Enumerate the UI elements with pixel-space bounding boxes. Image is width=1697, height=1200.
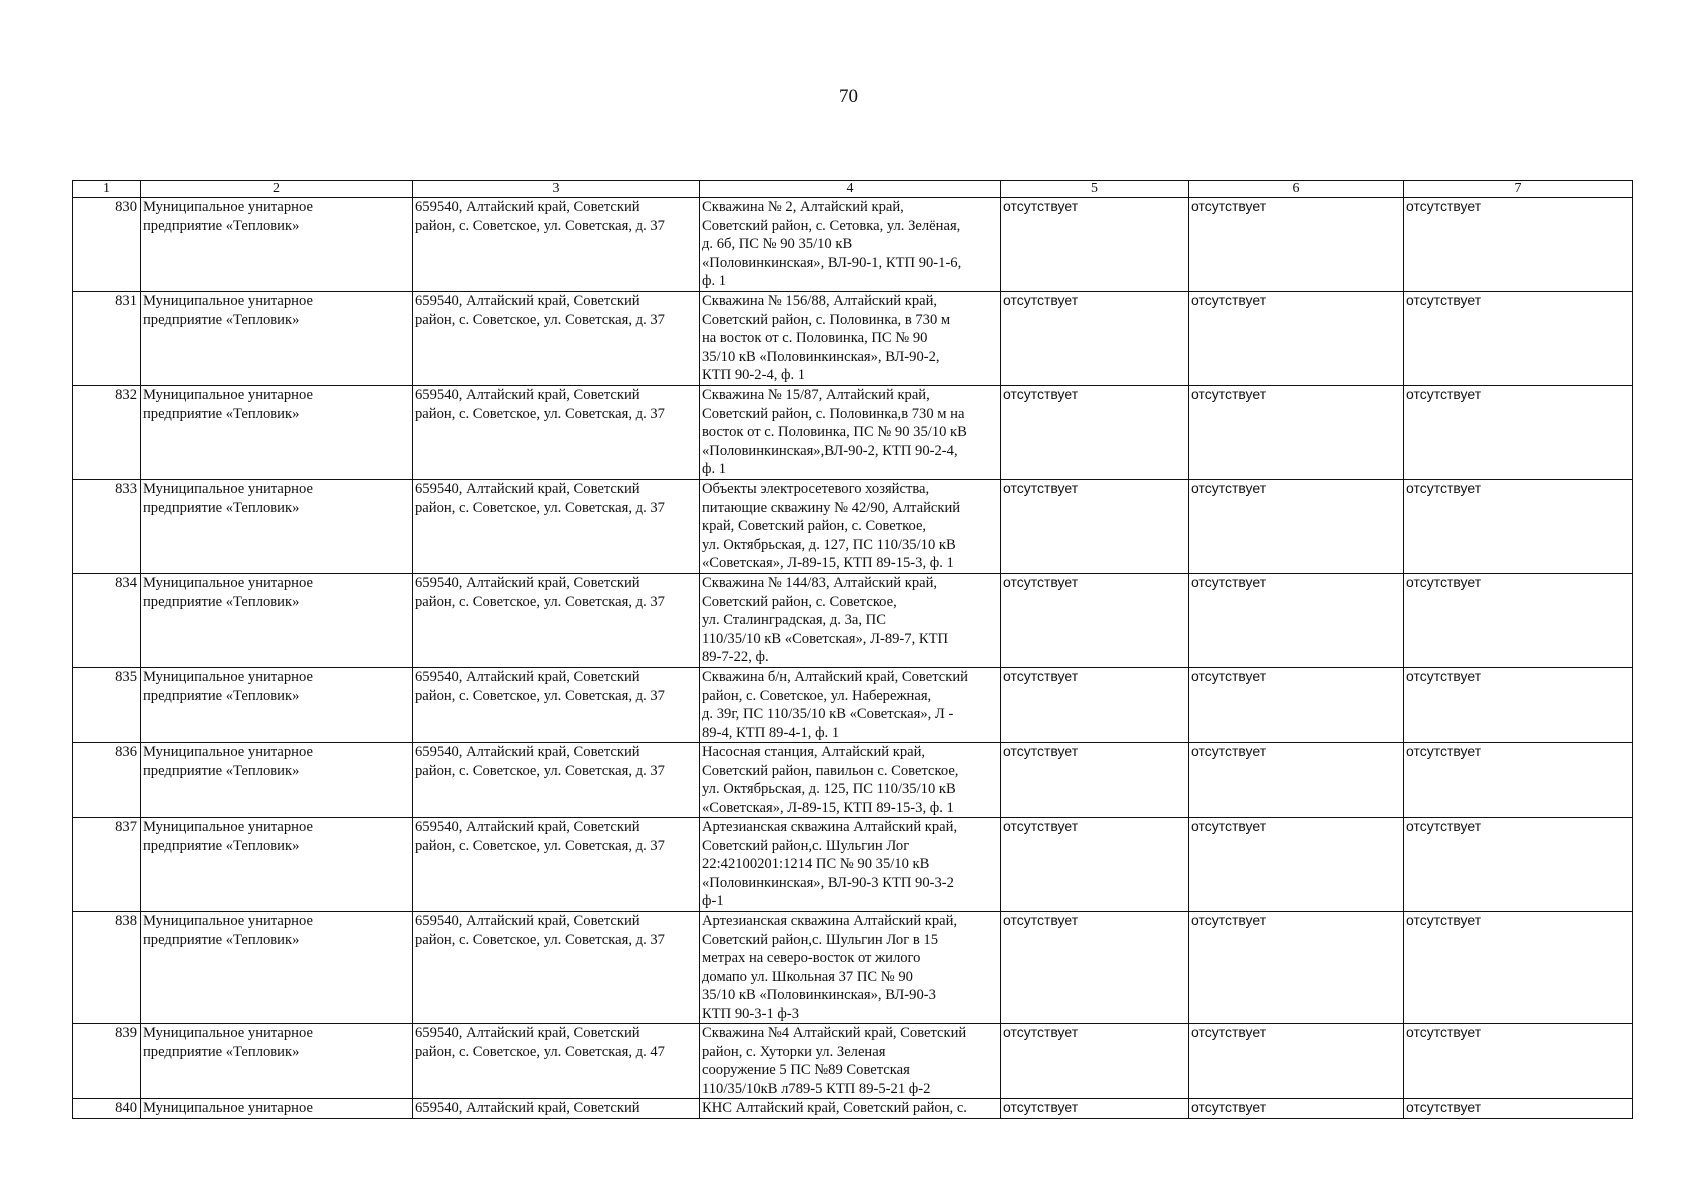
column-7-cell: отсутствует <box>1404 198 1633 292</box>
column-header: 5 <box>1001 181 1189 198</box>
column-header: 1 <box>73 181 141 198</box>
column-6-cell: отсутствует <box>1189 386 1404 480</box>
column-5-cell: отсутствует <box>1001 480 1189 574</box>
column-5-cell: отсутствует <box>1001 1024 1189 1099</box>
object-cell: Скважина № 156/88, Алтайский край, Советский район, с. Половинка, в 730 м на восток от с. Половинка, ПС № 90 35/10 кВ «Половинкинская», ВЛ-90-2, КТП 90-2-4, ф. 1 <box>700 292 1001 386</box>
column-5-cell: отсутствует <box>1001 1099 1189 1119</box>
column-5-cell: отсутствует <box>1001 574 1189 668</box>
owner-cell: Муниципальное унитарное предприятие «Тепловик» <box>141 1024 413 1099</box>
owner-cell: Муниципальное унитарное предприятие «Тепловик» <box>141 912 413 1024</box>
object-cell: Скважина №4 Алтайский край, Советский район, с. Хуторки ул. Зеленая сооружение 5 ПС №89 Советская 110/35/10кВ л789-5 КТП 89-5-21 ф-2 <box>700 1024 1001 1099</box>
address-cell: 659540, Алтайский край, Советский район, с. Советское, ул. Советская, д. 37 <box>413 668 700 743</box>
column-5-cell: отсутствует <box>1001 668 1189 743</box>
owner-cell: Муниципальное унитарное предприятие «Тепловик» <box>141 574 413 668</box>
column-5-cell: отсутствует <box>1001 386 1189 480</box>
object-cell: Артезианская скважина Алтайский край, Советский район,с. Шульгин Лог в 15 метрах на северо-восток от жилого домапо ул. Школьная 37 ПС № 90 35/10 кВ «Половинкинская», ВЛ-90-3 КТП 90-3-1 ф-3 <box>700 912 1001 1024</box>
column-6-cell: отсутствует <box>1189 912 1404 1024</box>
table-row <box>73 912 1633 1024</box>
column-7-cell: отсутствует <box>1404 1099 1633 1119</box>
column-7-cell: отсутствует <box>1404 386 1633 480</box>
owner-cell: Муниципальное унитарное предприятие «Тепловик» <box>141 818 413 912</box>
column-header: 6 <box>1189 181 1404 198</box>
object-cell: КНС Алтайский край, Советский район, с. <box>700 1099 1001 1119</box>
registry-table <box>72 180 1633 1119</box>
column-7-cell: отсутствует <box>1404 480 1633 574</box>
object-cell: Артезианская скважина Алтайский край, Советский район,с. Шульгин Лог 22:42100201:1214 ПС № 90 35/10 кВ «Половинкинская», ВЛ-90-3 КТП 90-3-2 ф-1 <box>700 818 1001 912</box>
table-row <box>73 1099 1633 1119</box>
table-row <box>73 743 1633 818</box>
column-5-cell: отсутствует <box>1001 818 1189 912</box>
column-6-cell: отсутствует <box>1189 1099 1404 1119</box>
address-cell: 659540, Алтайский край, Советский район, с. Советское, ул. Советская, д. 37 <box>413 818 700 912</box>
column-6-cell: отсутствует <box>1189 198 1404 292</box>
table-row <box>73 574 1633 668</box>
row-number: 838 <box>73 912 141 1024</box>
column-5-cell: отсутствует <box>1001 912 1189 1024</box>
column-header: 2 <box>141 181 413 198</box>
object-cell: Скважина № 15/87, Алтайский край, Советский район, с. Половинка,в 730 м на восток от с. Половинка, ПС № 90 35/10 кВ «Половинкинская»,ВЛ-90-2, КТП 90-2-4, ф. 1 <box>700 386 1001 480</box>
column-7-cell: отсутствует <box>1404 743 1633 818</box>
address-cell: 659540, Алтайский край, Советский район, с. Советское, ул. Советская, д. 37 <box>413 198 700 292</box>
owner-cell: Муниципальное унитарное предприятие «Тепловик» <box>141 386 413 480</box>
column-7-cell: отсутствует <box>1404 574 1633 668</box>
table-row <box>73 292 1633 386</box>
table-row <box>73 198 1633 292</box>
table-header-row <box>73 181 1633 198</box>
column-7-cell: отсутствует <box>1404 668 1633 743</box>
column-6-cell: отсутствует <box>1189 1024 1404 1099</box>
column-6-cell: отсутствует <box>1189 480 1404 574</box>
page-number: 70 <box>839 86 858 107</box>
owner-cell: Муниципальное унитарное предприятие «Тепловик» <box>141 480 413 574</box>
row-number: 839 <box>73 1024 141 1099</box>
column-6-cell: отсутствует <box>1189 818 1404 912</box>
column-header: 4 <box>700 181 1001 198</box>
owner-cell: Муниципальное унитарное предприятие «Тепловик» <box>141 668 413 743</box>
row-number: 837 <box>73 818 141 912</box>
address-cell: 659540, Алтайский край, Советский район, с. Советское, ул. Советская, д. 37 <box>413 743 700 818</box>
address-cell: 659540, Алтайский край, Советский район, с. Советское, ул. Советская, д. 37 <box>413 480 700 574</box>
owner-cell: Муниципальное унитарное предприятие «Тепловик» <box>141 743 413 818</box>
column-5-cell: отсутствует <box>1001 292 1189 386</box>
address-cell: 659540, Алтайский край, Советский район, с. Советское, ул. Советская, д. 37 <box>413 292 700 386</box>
address-cell: 659540, Алтайский край, Советский <box>413 1099 700 1119</box>
row-number: 831 <box>73 292 141 386</box>
object-cell: Скважина № 2, Алтайский край, Советский район, с. Сетовка, ул. Зелёная, д. 6б, ПС № 90 35/10 кВ «Половинкинская», ВЛ-90-1, КТП 90-1-6, ф. 1 <box>700 198 1001 292</box>
table-row <box>73 668 1633 743</box>
column-6-cell: отсутствует <box>1189 574 1404 668</box>
table-row <box>73 480 1633 574</box>
column-7-cell: отсутствует <box>1404 818 1633 912</box>
row-number: 836 <box>73 743 141 818</box>
row-number: 830 <box>73 198 141 292</box>
column-7-cell: отсутствует <box>1404 292 1633 386</box>
row-number: 840 <box>73 1099 141 1119</box>
column-6-cell: отсутствует <box>1189 292 1404 386</box>
table-row <box>73 818 1633 912</box>
owner-cell: Муниципальное унитарное предприятие «Тепловик» <box>141 198 413 292</box>
row-number: 833 <box>73 480 141 574</box>
column-5-cell: отсутствует <box>1001 743 1189 818</box>
column-7-cell: отсутствует <box>1404 912 1633 1024</box>
address-cell: 659540, Алтайский край, Советский район, с. Советское, ул. Советская, д. 37 <box>413 912 700 1024</box>
table-row <box>73 1024 1633 1099</box>
row-number: 835 <box>73 668 141 743</box>
owner-cell: Муниципальное унитарное <box>141 1099 413 1119</box>
address-cell: 659540, Алтайский край, Советский район, с. Советское, ул. Советская, д. 37 <box>413 574 700 668</box>
column-7-cell: отсутствует <box>1404 1024 1633 1099</box>
table-row <box>73 386 1633 480</box>
row-number: 834 <box>73 574 141 668</box>
column-6-cell: отсутствует <box>1189 668 1404 743</box>
object-cell: Скважина б/н, Алтайский край, Советский район, с. Советское, ул. Набережная, д. 39г, ПС 110/35/10 кВ «Советская», Л - 89-4, КТП 89-4-1, ф. 1 <box>700 668 1001 743</box>
column-header: 3 <box>413 181 700 198</box>
owner-cell: Муниципальное унитарное предприятие «Тепловик» <box>141 292 413 386</box>
column-5-cell: отсутствует <box>1001 198 1189 292</box>
object-cell: Насосная станция, Алтайский край, Советский район, павильон с. Советское, ул. Октябрьская, д. 125, ПС 110/35/10 кВ «Советская», Л-89-15, КТП 89-15-3, ф. 1 <box>700 743 1001 818</box>
address-cell: 659540, Алтайский край, Советский район, с. Советское, ул. Советская, д. 47 <box>413 1024 700 1099</box>
column-6-cell: отсутствует <box>1189 743 1404 818</box>
address-cell: 659540, Алтайский край, Советский район, с. Советское, ул. Советская, д. 37 <box>413 386 700 480</box>
row-number: 832 <box>73 386 141 480</box>
object-cell: Скважина № 144/83, Алтайский край, Советский район, с. Советское, ул. Сталинградская, д. 3а, ПС 110/35/10 кВ «Советская», Л-89-7, КТП 89-7-22, ф. <box>700 574 1001 668</box>
object-cell: Объекты электросетевого хозяйства, питающие скважину № 42/90, Алтайский край, Советский район, с. Советкое, ул. Октябрьская, д. 127, ПС 110/35/10 кВ «Советская», Л-89-15, КТП 89-15-3, ф. 1 <box>700 480 1001 574</box>
column-header: 7 <box>1404 181 1633 198</box>
